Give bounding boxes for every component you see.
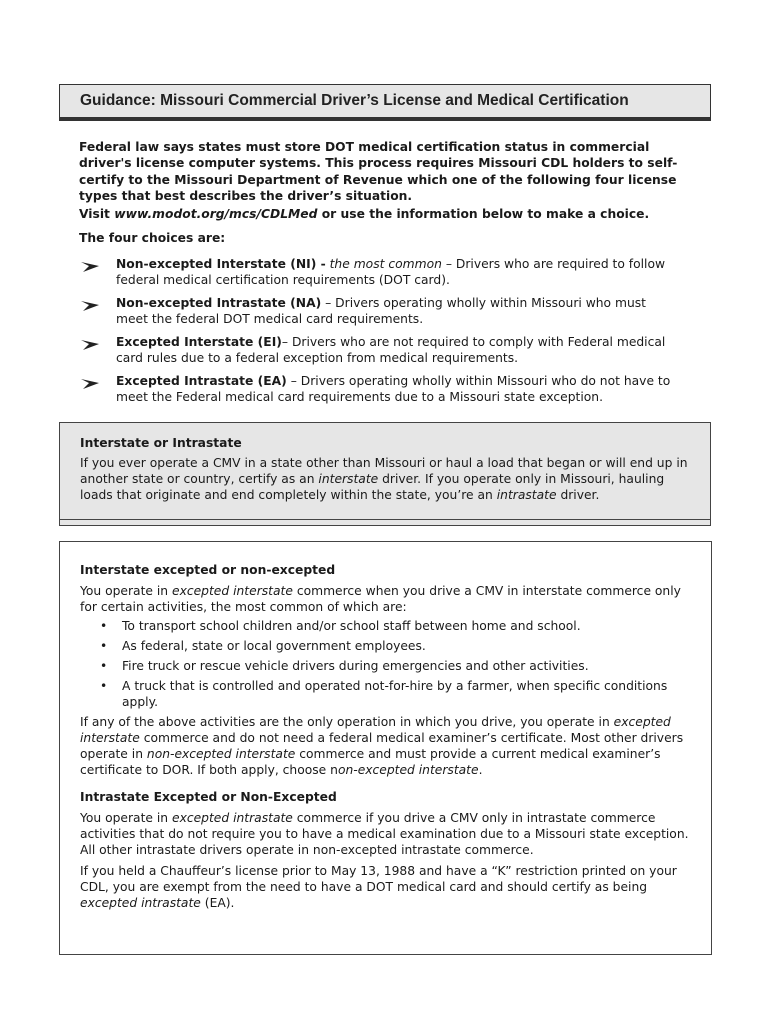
activity-list bbox=[80, 618, 695, 710]
text-run: commerce when you drive a CMV in interstate commerce only for certain activities, the most common of which are: bbox=[80, 584, 681, 614]
bullet-icon: • bbox=[100, 679, 108, 693]
divider bbox=[60, 519, 710, 520]
arrow-bullet-icon bbox=[80, 299, 100, 313]
paragraph bbox=[80, 810, 695, 858]
text-run: You operate in bbox=[80, 811, 173, 825]
box-body bbox=[80, 455, 690, 503]
choice-name: Non-excepted Intrastate (NA) bbox=[116, 296, 322, 310]
choice-emphasis: the most common bbox=[325, 257, 442, 271]
emphasis-run: non-excepted interstate bbox=[146, 747, 296, 761]
text-run: commerce and do not need a federal medical examiner’s certificate. Most other drivers operate in bbox=[80, 731, 684, 761]
text-run: driver. bbox=[556, 488, 600, 502]
choice-name: Excepted Intrastate (EA) bbox=[116, 374, 287, 388]
list-item-text: To transport school children and/or school staff between home and school. bbox=[122, 619, 581, 633]
interstate-intrastate-box bbox=[59, 422, 711, 526]
choice-name: Non-excepted Interstate (NI) - bbox=[116, 257, 326, 271]
emphasis-run: excepted intrastate bbox=[172, 811, 293, 825]
text-run: commerce and must provide a current medical examiner’s certificate to DOR. If both apply, choose n bbox=[80, 747, 661, 777]
choice-desc: – Drivers who are required to follow federal medical certification requirements (DOT card). bbox=[116, 257, 666, 287]
visit-url-link[interactable]: www.modot.org/mcs/CDLMed bbox=[114, 207, 318, 221]
paragraph bbox=[80, 863, 695, 911]
emphasis-run: excepted intrastate bbox=[80, 896, 201, 910]
arrow-bullet-icon bbox=[80, 377, 100, 391]
list-item-text: As federal, state or local government employees. bbox=[122, 639, 426, 653]
section-heading: Interstate excepted or non-excepted bbox=[80, 563, 336, 577]
visit-prefix: Visit bbox=[79, 207, 115, 221]
section-heading: Intrastate Excepted or Non-Excepted bbox=[80, 790, 337, 804]
text-run: (EA). bbox=[200, 896, 235, 910]
emphasis-run: excepted interstate bbox=[172, 584, 293, 598]
choices-label: The four choices are: bbox=[79, 231, 226, 245]
bullet-icon: • bbox=[100, 659, 108, 673]
list-item bbox=[80, 638, 695, 654]
list-item-text: Fire truck or rescue vehicle drivers during emergencies and other activities. bbox=[122, 659, 589, 673]
visit-line bbox=[79, 206, 699, 222]
text-run: commerce if you drive a CMV only in intrastate commerce activities that do not require you to have a medical examination due to a Missouri state exception. All other intrastate drivers operate in non-excepted intrastate commerce. bbox=[80, 811, 689, 857]
emphasis-run: on-excepted interstate bbox=[337, 763, 479, 777]
paragraph bbox=[80, 714, 695, 778]
page-title: Guidance: Missouri Commercial Driver’s License and Medical Certification bbox=[80, 92, 629, 109]
choice-desc: – Drivers who are not required to comply with Federal medical card rules due to a federal exception from medical requirements. bbox=[116, 335, 666, 365]
text-run: . bbox=[478, 763, 483, 777]
text-run: If you held a Chauffeur’s license prior to May 13, 1988 and have a “K” restriction printed on your CDL, you are exempt from the need to have a DOT medical card and should certify as being bbox=[80, 864, 677, 894]
emphasis-run: intrastate bbox=[496, 488, 557, 502]
arrow-bullet-icon bbox=[80, 338, 100, 352]
list-item bbox=[80, 658, 695, 674]
title-box bbox=[59, 84, 711, 118]
text-run: If you ever operate a CMV in a state other than Missouri or haul a load that began or will end up in another state or country, certify as an bbox=[80, 456, 688, 486]
intro-paragraph: Federal law says states must store DOT medical certification status in commercial driver's license computer systems. This process requires Missouri CDL holders to self-certify to the Missouri Department of Revenue which one of the following four license types that best describes the driver’s situation. bbox=[79, 140, 678, 203]
emphasis-run: excepted interstate bbox=[80, 715, 671, 745]
list-item-text: A truck that is controlled and operated not-for-hire by a farmer, when specific conditions apply. bbox=[122, 679, 668, 709]
visit-suffix: or use the information below to make a choice. bbox=[317, 207, 650, 221]
bullet-icon: • bbox=[100, 619, 108, 633]
list-item bbox=[80, 618, 695, 634]
text-run: You operate in bbox=[80, 584, 173, 598]
choice-desc: – Drivers operating wholly within Missouri who must meet the federal DOT medical card requirements. bbox=[116, 296, 646, 326]
list-item bbox=[80, 678, 695, 710]
excepted-info-box bbox=[59, 541, 712, 955]
arrow-bullet-icon bbox=[80, 260, 100, 274]
emphasis-run: interstate bbox=[318, 472, 379, 486]
text-run: If any of the above activities are the only operation in which you drive, you operate in bbox=[80, 715, 614, 729]
bullet-icon: • bbox=[100, 639, 108, 653]
choice-name: Excepted Interstate (EI) bbox=[116, 335, 282, 349]
text-run: driver. If you operate only in Missouri, hauling loads that originate and end completely within the state, you’re an bbox=[80, 472, 665, 502]
box-heading: Interstate or Intrastate bbox=[80, 436, 242, 450]
choice-desc: – Drivers operating wholly within Missouri who do not have to meet the Federal medical card requirements due to a Missouri state exception. bbox=[116, 374, 671, 404]
paragraph bbox=[80, 583, 695, 615]
